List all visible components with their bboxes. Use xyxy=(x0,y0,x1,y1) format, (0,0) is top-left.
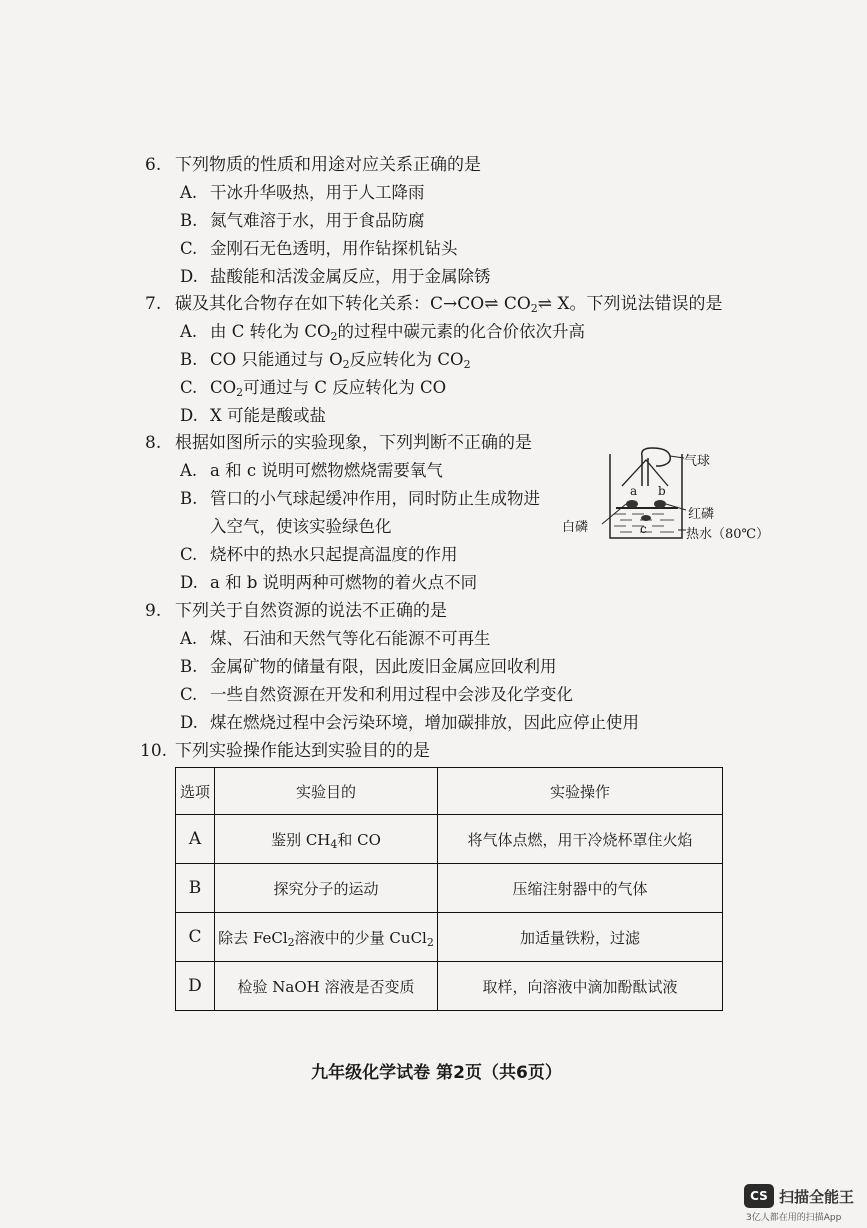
q9-option-d: D. 煤在燃烧过程中会污染环境，增加碳排放，因此应停止使用 xyxy=(180,713,639,732)
row-goal: 检验 NaOH 溶液是否变质 xyxy=(215,962,438,1011)
q7-option-a: A. 由 C 转化为 $CO_2$的过程中碳元素的化合价依次升高 xyxy=(180,322,586,343)
q8-option-c: C. 烧杯中的热水只起提高温度的作用 xyxy=(180,545,458,564)
q6-option-d: D. 盐酸能和活泼金属反应，用于金属除锈 xyxy=(180,267,491,286)
label-b: b xyxy=(658,484,666,498)
row-operation: 将气体点燃，用干冷烧杯罩住火焰 xyxy=(438,815,723,864)
row-option: D xyxy=(176,962,215,1011)
row-goal: 除去 FeCl$_2$溶液中的少量 CuCl$_2$ xyxy=(215,913,438,962)
q7-option-c: C. $CO_2$可通过与 C 反应转化为 CO xyxy=(180,378,447,399)
q9-option-b: B. 金属矿物的储量有限，因此废旧金属应回收利用 xyxy=(180,657,557,676)
scanner-watermark xyxy=(744,1180,859,1222)
q6-option-a: A. 干冰升华吸热，用于人工降雨 xyxy=(180,183,425,202)
exam-title: 九年级化学试卷 xyxy=(311,1063,431,1083)
header-goal: 实验目的 xyxy=(215,768,438,815)
row-goal: 鉴别 $CH_4$和 CO xyxy=(215,815,438,864)
question-10-stem: 10. 下列实验操作能达到实验目的的是 xyxy=(140,741,430,761)
label-c: c xyxy=(640,522,647,536)
q8-option-b-cont: 入空气，使该实验绿色化 xyxy=(210,517,392,536)
row-option: B xyxy=(176,864,215,913)
q7-option-b: B. CO 只能通过与 $O_2$反应转化为 $CO_2$ xyxy=(180,350,471,371)
question-9-stem: 9. 下列关于自然资源的说法不正确的是 xyxy=(145,601,447,621)
red-phosphorus-label: 红磷 xyxy=(688,507,715,522)
table-header-row xyxy=(176,768,723,815)
header-option: 选项 xyxy=(176,768,215,815)
page-footer xyxy=(0,1058,867,1083)
question-number: 6. xyxy=(145,155,162,175)
camscanner-logo-icon: CS xyxy=(744,1184,774,1208)
row-goal: 探究分子的运动 xyxy=(215,864,438,913)
question-8-stem: 8. 根据如图所示的实验现象，下列判断不正确的是 xyxy=(145,433,532,453)
page-number: 第2页（共6页） xyxy=(436,1063,562,1083)
table-row xyxy=(176,815,723,864)
q6-option-c: C. 金刚石无色透明，用作钻探机钻头 xyxy=(180,239,458,258)
table-row xyxy=(176,962,723,1011)
header-operation: 实验操作 xyxy=(438,768,723,815)
question-7-stem: 7. 碳及其化合物存在如下转化关系：C→CO⇌ $CO_2\rightleftharpoons$ X。下列说法错误的是 xyxy=(145,294,723,315)
label-a: a xyxy=(630,484,638,498)
row-operation: 压缩注射器中的气体 xyxy=(438,864,723,913)
row-operation: 加适量铁粉，过滤 xyxy=(438,913,723,962)
q8-option-d: D. a 和 b 说明两种可燃物的着火点不同 xyxy=(180,573,478,592)
hot-water-label: 热水（80℃） xyxy=(686,527,770,542)
row-option: C xyxy=(176,913,215,962)
q8-option-a: A. a 和 c 说明可燃物燃烧需要氧气 xyxy=(180,461,443,480)
q8-option-b: B. 管口的小气球起缓冲作用，同时防止生成物进 xyxy=(180,489,540,508)
question-text: 下列物质的性质和用途对应关系正确的是 xyxy=(175,155,481,175)
q9-option-a: A. 煤、石油和天然气等化石能源不可再生 xyxy=(180,629,491,648)
watermark-name: 扫描全能王 xyxy=(779,1188,855,1206)
experiment-table xyxy=(175,767,723,1011)
watermark-tagline: 3亿人都在用的扫描App xyxy=(746,1213,842,1223)
combustion-experiment-figure xyxy=(560,446,770,546)
table-row xyxy=(176,864,723,913)
q7-option-d: D. X 可能是酸或盐 xyxy=(180,406,326,425)
q9-option-c: C. 一些自然资源在开发和利用过程中会涉及化学变化 xyxy=(180,685,573,704)
row-option: A xyxy=(176,815,215,864)
question-6-stem xyxy=(145,155,481,175)
white-phosphorus-label: 白磷 xyxy=(562,520,589,535)
row-operation: 取样，向溶液中滴加酚酞试液 xyxy=(438,962,723,1011)
table-row xyxy=(176,913,723,962)
balloon-label: 气球 xyxy=(684,454,711,469)
q6-option-b: B. 氮气难溶于水，用于食品防腐 xyxy=(180,211,425,230)
